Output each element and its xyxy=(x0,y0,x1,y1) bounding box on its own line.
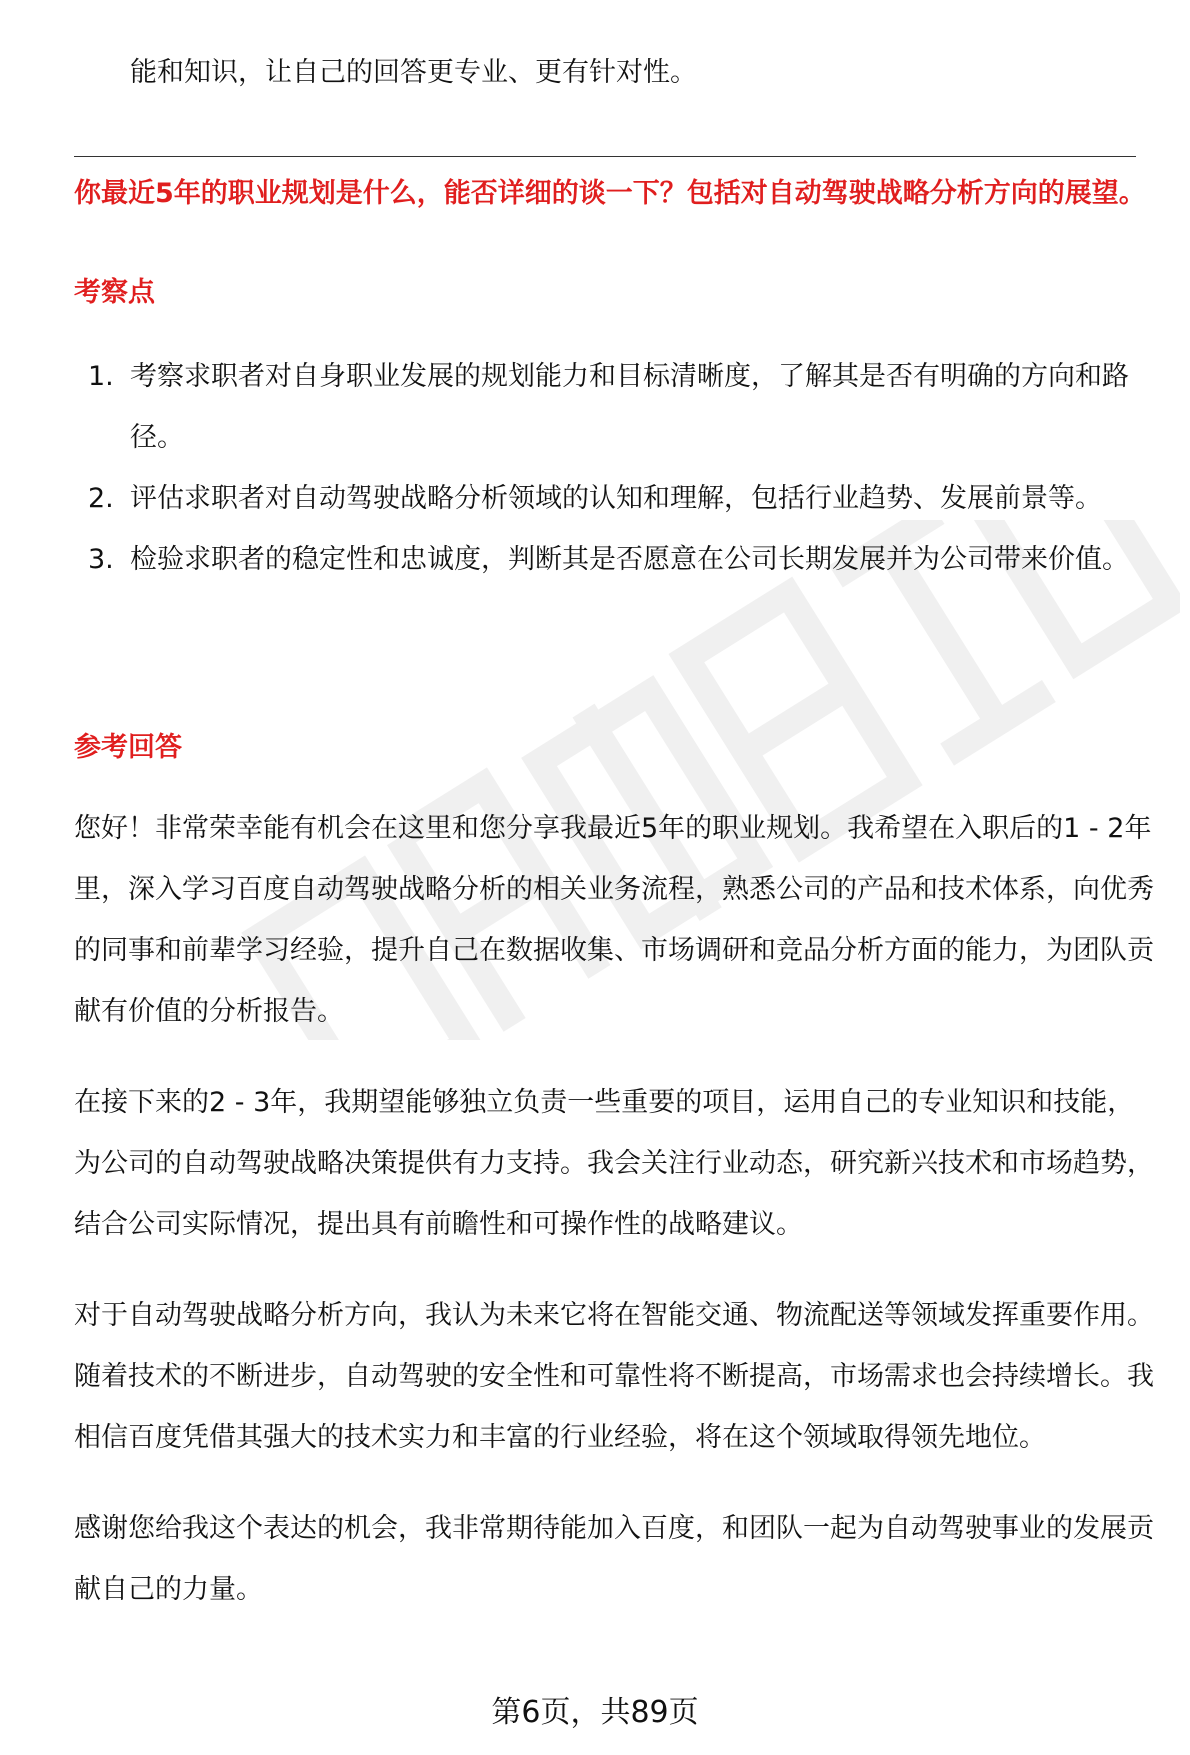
list-number: 2. xyxy=(88,483,114,514)
section-divider xyxy=(74,156,1136,157)
intro-paragraph: 能和知识，让自己的回答更专业、更有针对性。 xyxy=(130,57,697,88)
answer-paragraph: 感谢您给我这个表达的机会，我非常期待能加入百度，和团队一起为自动驾驶事业的发展贡献自己的力量。 xyxy=(74,1513,1154,1605)
question-title: 你最近5年的职业规划是什么，能否详细的谈一下？包括对自动驾驶战略分析方向的展望。 xyxy=(74,178,1146,209)
examination-heading: 考察点 xyxy=(74,277,155,308)
page-number-footer: 第6页，共89页 xyxy=(491,1695,699,1730)
list-number: 3. xyxy=(88,544,114,575)
list-item-text: 考察求职者对自身职业发展的规划能力和目标清晰度，了解其是否有明确的方向和路径。 xyxy=(130,361,1129,453)
answer-paragraph: 您好！非常荣幸能有机会在这里和您分享我最近5年的职业规划。我希望在入职后的1 - 2年里，深入学习百度自动驾驶战略分析的相关业务流程，熟悉公司的产品和技术体系，向优秀的同事和前辈学习经验，提升自己在数据收集、市场调研和竞品分析方面的能力，为团队贡献有价值的分析报告。 xyxy=(74,813,1154,1027)
list-item-text: 检验求职者的稳定性和忠诚度，判断其是否愿意在公司长期发展并为公司带来价值。 xyxy=(130,544,1129,575)
list-number: 1. xyxy=(88,361,114,392)
answer-paragraph: 在接下来的2 - 3年，我期望能够独立负责一些重要的项目，运用自己的专业知识和技能，为公司的自动驾驶战略决策提供有力支持。我会关注行业动态，研究新兴技术和市场趋势，结合公司实际情况，提出具有前瞻性和可操作性的战略建议。 xyxy=(74,1087,1154,1240)
examination-item xyxy=(74,468,1154,529)
answer-heading: 参考回答 xyxy=(74,732,182,763)
examination-list xyxy=(74,346,1154,590)
answer-body xyxy=(74,798,1160,1650)
examination-item xyxy=(74,529,1154,590)
list-item-text: 评估求职者对自动驾驶战略分析领域的认知和理解，包括行业趋势、发展前景等。 xyxy=(130,483,1102,514)
examination-item xyxy=(74,346,1154,468)
answer-paragraph: 对于自动驾驶战略分析方向，我认为未来它将在智能交通、物流配送等领域发挥重要作用。随着技术的不断进步，自动驾驶的安全性和可靠性将不断提高，市场需求也会持续增长。我相信百度凭借其强大的技术实力和丰富的行业经验，将在这个领域取得领先地位。 xyxy=(74,1300,1154,1453)
